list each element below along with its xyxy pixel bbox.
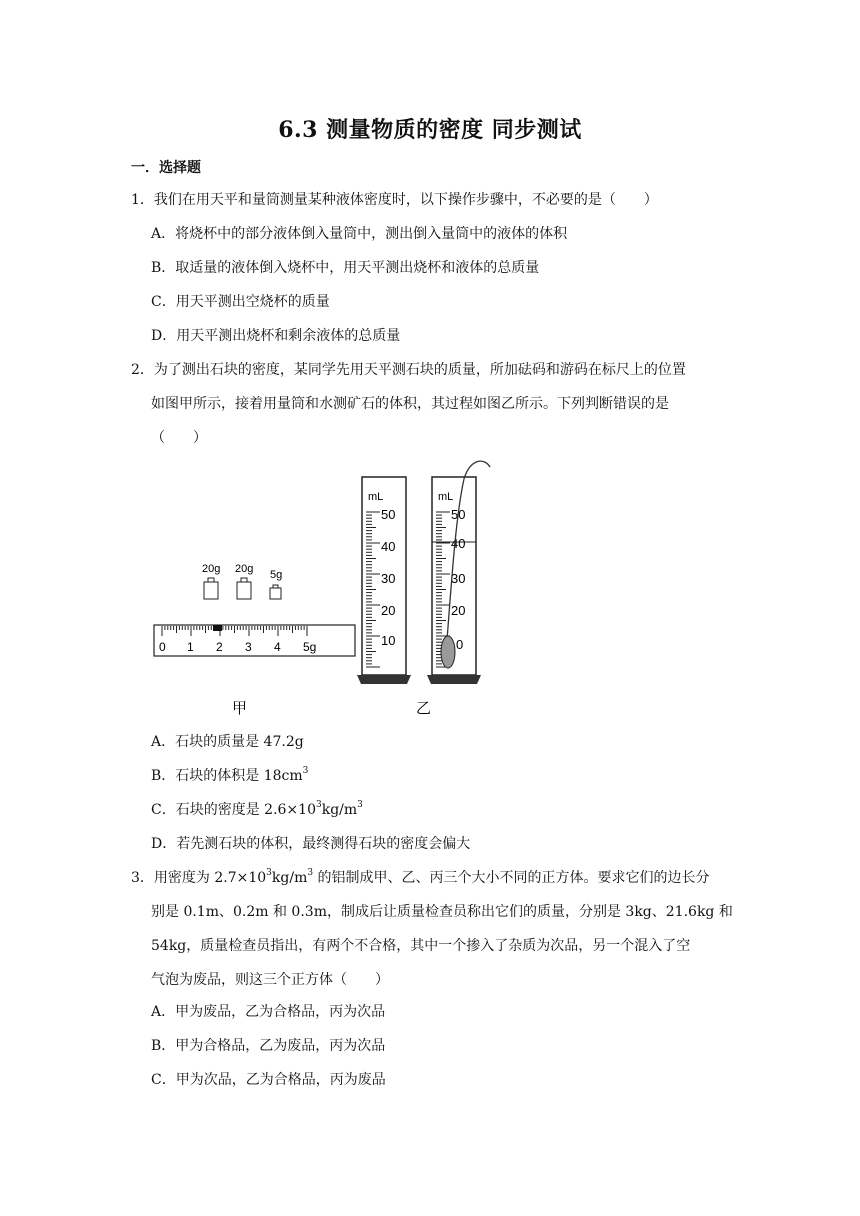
q3-option-a: A．甲为废品，乙为合格品，丙为次品	[151, 1004, 386, 1020]
cyl1-label-10: 10	[381, 633, 396, 648]
q3-line1-rest: 的铝制成甲、乙、丙三个大小不同的正方体。要求它们的边长分	[313, 870, 710, 886]
q2-option-c-sup1: 3	[315, 800, 322, 811]
rider-marker	[213, 625, 222, 631]
q1-option-a: A．将烧杯中的部分液体倒入量筒中，测出倒入量筒中的液体的体积	[151, 226, 568, 242]
weight-20g-1	[202, 563, 220, 599]
q1-option-b: B．取适量的液体倒入烧杯中，用天平测出烧杯和液体的总质量	[151, 260, 540, 276]
q3-line1-unit: kg/m	[271, 870, 308, 886]
cyl1-label-30: 30	[381, 571, 396, 586]
q2-option-d: D．若先测石块的体积，最终测得石块的密度会偏大	[151, 836, 471, 852]
cyl2-label-20: 20	[451, 603, 466, 618]
graduated-cylinder-2	[427, 461, 490, 684]
q3-option-b: B．甲为合格品，乙为废品，丙为次品	[151, 1038, 386, 1054]
section-heading: 一．选择题	[131, 160, 201, 176]
q2-option-b-text: B．石块的体积是 18cm	[151, 768, 303, 784]
cyl2-label-50: 50	[451, 507, 466, 522]
q2-stem-line1: 2．为了测出石块的密度，某同学先用天平测石块的质量，所加砝码和游码在标尺上的位置	[131, 362, 686, 378]
page-title: 6.3 测量物质的密度 同步测试	[278, 117, 582, 143]
cylinder-base-2	[427, 675, 481, 684]
weight-label-3: 5g	[270, 569, 283, 581]
scale-label-4: 4	[274, 640, 281, 654]
cyl1-label-20: 20	[381, 603, 396, 618]
scale-label-5: 5g	[303, 640, 317, 654]
q3-line1-sup2: 3	[307, 868, 314, 879]
q2-stem-line3: （ ）	[151, 430, 207, 446]
q2-option-b-sup: 3	[302, 766, 309, 777]
scale-label-2: 2	[216, 640, 223, 654]
q3-stem-line4: 气泡为废品，则这三个正方体（ ）	[151, 972, 389, 988]
q1-option-d: D．用天平测出烧杯和剩余液体的总质量	[151, 328, 401, 344]
scale-label-3: 3	[245, 640, 252, 654]
q2-option-b	[151, 766, 308, 786]
cyl2-label-30: 30	[451, 571, 466, 586]
cyl1-label-50: 50	[381, 507, 396, 522]
caption-yi: 乙	[416, 700, 432, 717]
q2-option-c-sup2: 3	[357, 800, 363, 811]
q3-stem-line2: 别是 0.1m、0.2m 和 0.3m，制成后让质量检查员称出它们的质量，分别是 3kg、21.6kg 和	[151, 904, 733, 920]
q1-stem: 1．我们在用天平和量筒测量某种液体密度时，以下操作步骤中，不必要的是（ ）	[131, 192, 658, 208]
q1-option-c: C．用天平测出空烧杯的质量	[151, 294, 330, 310]
q3-line1-text: 3．用密度为 2.7×10	[131, 870, 267, 886]
q2-option-c-text: C．石块的密度是 2.6×10	[151, 802, 316, 818]
caption-jia: 甲	[232, 700, 248, 717]
balance-scale-ruler	[154, 625, 355, 656]
cylinder-unit-2: mL	[438, 491, 454, 503]
scale-label-0: 0	[159, 640, 166, 654]
cyl1-label-40: 40	[381, 539, 396, 554]
cylinder-base-1	[357, 675, 411, 684]
graduated-cylinder-1	[357, 477, 411, 684]
cylinder-unit-1: mL	[368, 491, 384, 503]
q2-figure	[140, 455, 520, 725]
weight-label-2: 20g	[235, 563, 254, 575]
cyl2-label-0: 0	[456, 637, 464, 652]
q3-stem-line1	[131, 868, 710, 888]
q3-option-c: C．甲为次品，乙为合格品，丙为废品	[151, 1072, 386, 1088]
q2-option-c-unit: kg/m	[321, 802, 358, 818]
stone-shape	[441, 636, 455, 668]
cyl2-label-40: 40	[451, 536, 466, 551]
q2-option-a: A．石块的质量是 47.2g	[151, 734, 304, 750]
q3-line1-sup1: 3	[266, 868, 272, 879]
q2-stem-line2: 如图甲所示，接着用量筒和水测矿石的体积，其过程如图乙所示。下列判断错误的是	[151, 396, 669, 412]
q2-option-c	[151, 800, 363, 820]
scale-label-1: 1	[187, 640, 194, 654]
weight-label-1: 20g	[202, 563, 221, 575]
q3-stem-line3: 54kg，质量检查员指出，有两个不合格，其中一个掺入了杂质为次品，另一个混入了空	[151, 938, 691, 954]
weight-20g-2	[235, 563, 253, 599]
weight-5g	[270, 569, 282, 599]
